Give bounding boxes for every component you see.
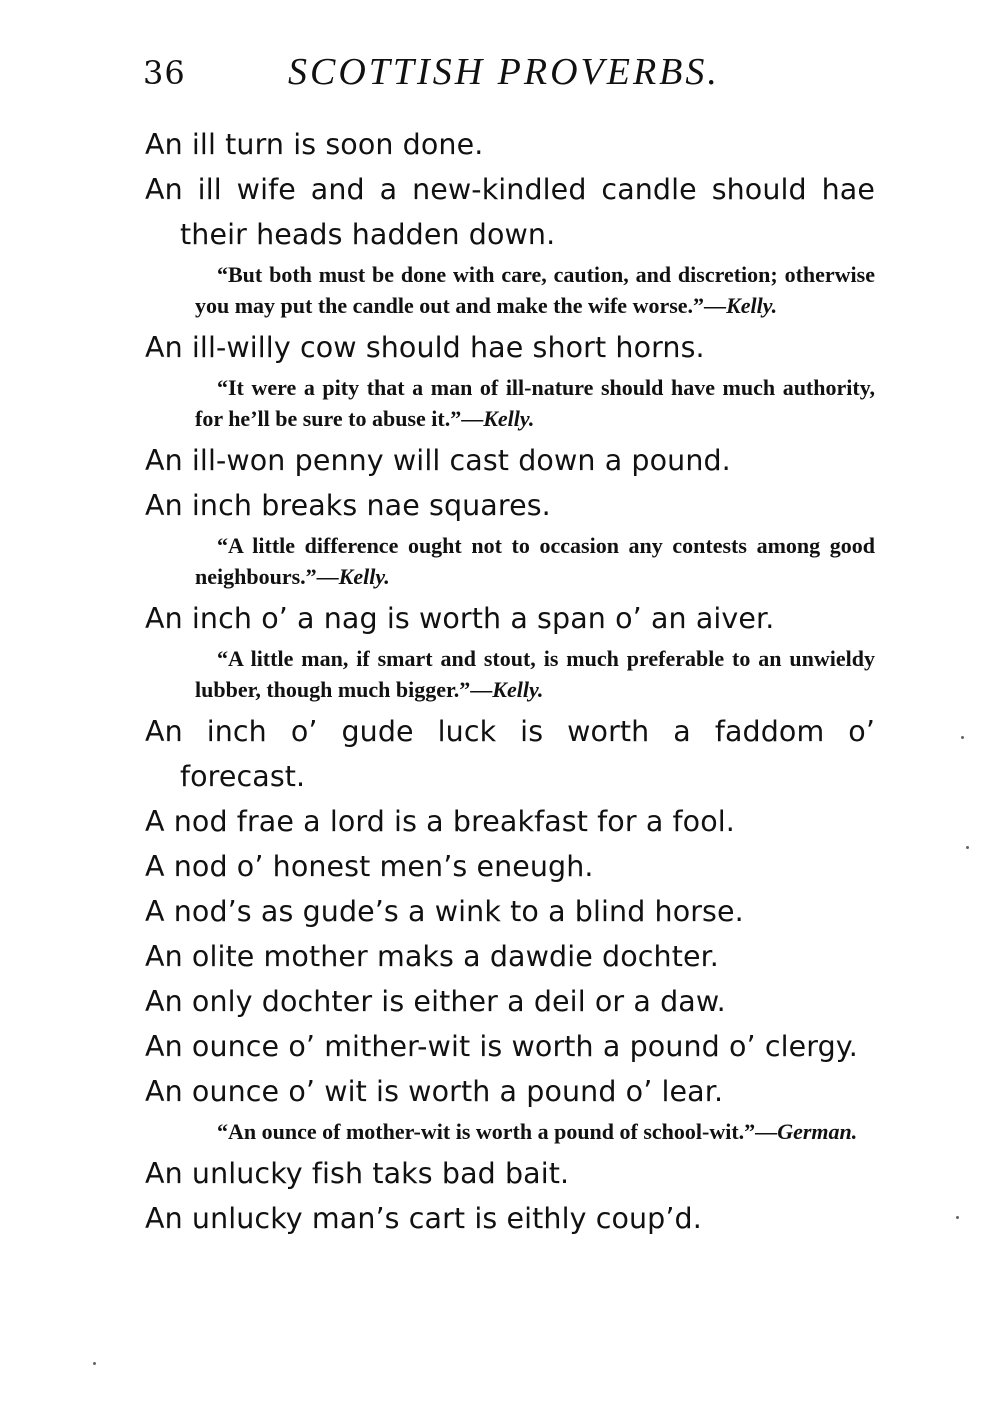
proverb: A nod frae a lord is a breakfast for a fool. xyxy=(145,805,735,838)
note-text: “It were a pity that a man of ill-nature should have much authority, for he’ll be sure to abuse it.”— xyxy=(195,375,875,431)
note-source: Kelly. xyxy=(483,406,535,431)
scan-speck xyxy=(966,846,969,849)
note-text: “But both must be done with care, caution, and discretion; otherwise you may put the candle out and make the wife worse.”— xyxy=(195,262,875,318)
page-header xyxy=(143,50,903,100)
proverb-note xyxy=(145,259,875,321)
running-title: SCOTTISH PROVERBS. xyxy=(288,51,720,93)
proverb: An ounce o’ mither-wit is worth a pound o’ clergy. xyxy=(145,1030,858,1063)
proverb: A nod’s as gude’s a wink to a blind horse. xyxy=(145,895,744,928)
proverb: An ill-won penny will cast down a pound. xyxy=(145,444,731,477)
proverb-note xyxy=(145,530,875,592)
proverb-note xyxy=(145,1116,875,1147)
proverb-note xyxy=(145,372,875,434)
proverb: An ill-willy cow should hae short horns. xyxy=(145,331,705,364)
note-source: Kelly. xyxy=(338,564,390,589)
proverb: An ill wife and a new-kindled candle should hae their heads hadden down. xyxy=(145,173,875,251)
note-source: Kelly. xyxy=(492,677,544,702)
note-source: German. xyxy=(777,1119,858,1144)
scan-speck xyxy=(956,1216,959,1219)
note-text: “A little difference ought not to occasion any contests among good neighbours.”— xyxy=(195,533,875,589)
proverb: An ill turn is soon done. xyxy=(145,128,484,161)
proverb: An inch o’ gude luck is worth a faddom o’ forecast. xyxy=(145,715,875,793)
proverb: An unlucky fish taks bad bait. xyxy=(145,1157,570,1190)
proverb: An unlucky man’s cart is eithly coup’d. xyxy=(145,1202,702,1235)
proverb: An inch breaks nae squares. xyxy=(145,489,551,522)
proverb: An only dochter is either a deil or a daw. xyxy=(145,985,726,1018)
proverb-list xyxy=(145,122,875,1241)
note-source: Kelly. xyxy=(726,293,778,318)
scan-speck xyxy=(961,736,964,739)
proverb: An inch o’ a nag is worth a span o’ an aiver. xyxy=(145,602,775,635)
proverb: A nod o’ honest men’s eneugh. xyxy=(145,850,594,883)
note-text: “A little man, if smart and stout, is much preferable to an unwieldy lubber, though much bigger.”— xyxy=(195,646,875,702)
note-text: “An ounce of mother-wit is worth a pound of school-wit.”— xyxy=(217,1119,778,1144)
scan-speck xyxy=(93,1362,96,1365)
proverb: An olite mother maks a dawdie dochter. xyxy=(145,940,719,973)
proverb-note xyxy=(145,643,875,705)
proverb: An ounce o’ wit is worth a pound o’ lear. xyxy=(145,1075,724,1108)
page-number: 36 xyxy=(143,54,186,92)
